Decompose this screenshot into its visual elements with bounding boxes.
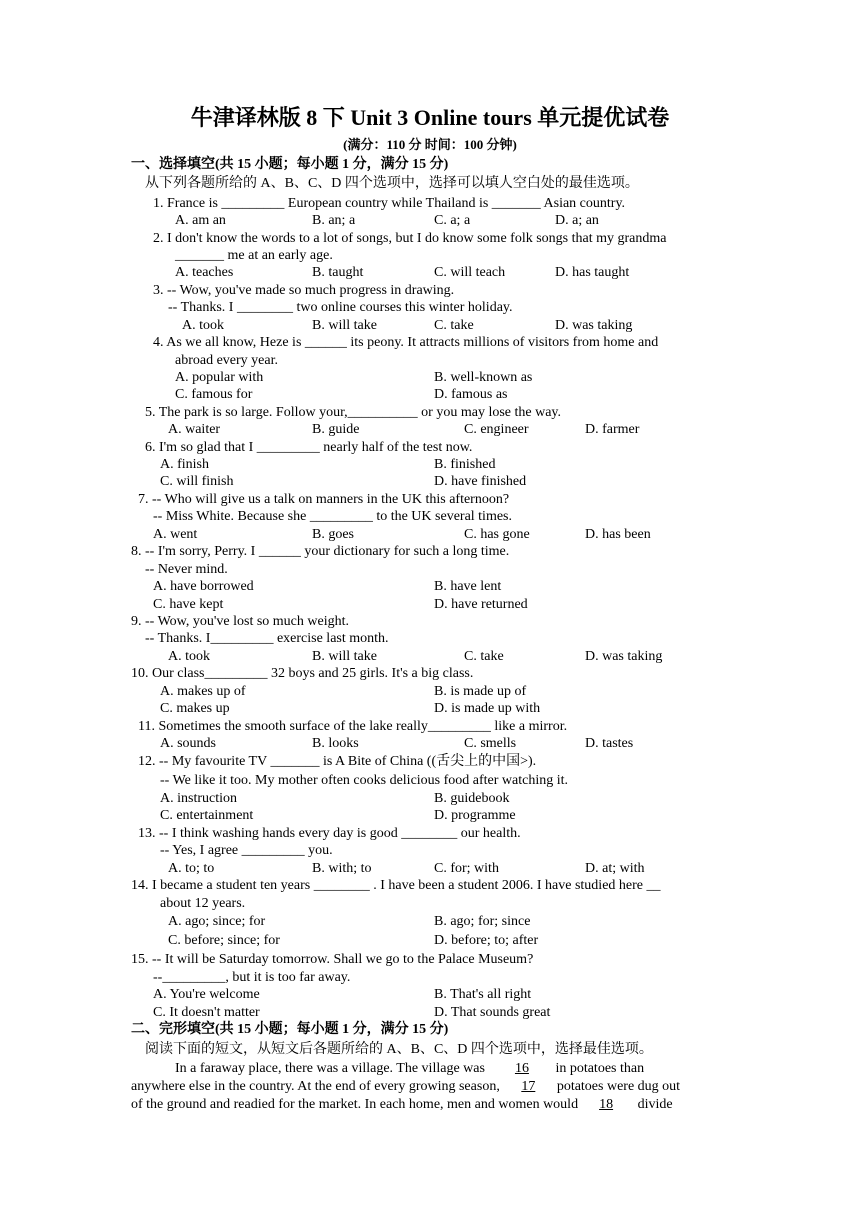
passage-line-2 (131, 1078, 680, 1095)
section2-instruction: 阅读下面的短文，从短文后各题所给的 A、B、C、D 四个选项中，选择最佳选项。 (145, 1042, 653, 1057)
q5-option-b: B. guide (312, 422, 360, 437)
q14-stem-cont: about 12 years. (160, 896, 246, 911)
q1-option-a: A. am an (175, 213, 226, 228)
q12-option-c: C. entertainment (160, 808, 254, 823)
q6-option-d: D. have finished (434, 474, 527, 489)
q5-option-a: A. waiter (168, 422, 221, 437)
q14-option-a: A. ago; since; for (168, 914, 266, 929)
page-subtitle: (满分：110 分 时间：100 分钟) (343, 137, 517, 152)
q10-option-d: D. is made up with (434, 701, 541, 716)
q14-option-d: D. before; to; after (434, 933, 539, 948)
passage-text: anywhere else in the country. At the end of every growing season, (131, 1079, 500, 1094)
q9-stem: 9. -- Wow, you've lost so much weight. (131, 614, 349, 629)
q3-option-d: D. was taking (555, 318, 633, 333)
q4-option-d: D. famous as (434, 387, 508, 402)
section1-instruction: 从下列各题所给的 A、B、C、D 四个选项中，选择可以填人空白处的最佳选项。 (145, 176, 639, 191)
q8-option-c: C. have kept (153, 597, 224, 612)
q13-option-c: C. for; with (434, 861, 499, 876)
q2-option-a: A. teaches (175, 265, 234, 280)
q2-option-b: B. taught (312, 265, 364, 280)
q10-option-a: A. makes up of (160, 684, 246, 699)
q12-stem: 12. -- My favourite TV _______ is A Bite of China ((舌尖上的中国>). (138, 754, 537, 769)
q3-option-b: B. will take (312, 318, 377, 333)
q12-option-b: B. guidebook (434, 791, 510, 806)
q3-option-c: C. take (434, 318, 474, 333)
q2-stem-cont: _______ me at an early age. (175, 248, 333, 263)
q7-option-c: C. has gone (464, 527, 530, 542)
q4-option-a: A. popular with (175, 370, 264, 385)
q12-option-a: A. instruction (160, 791, 237, 806)
passage-text: divide (637, 1097, 673, 1112)
q3-option-a: A. took (182, 318, 224, 333)
blank-17: 17 (521, 1079, 536, 1094)
q1-option-c: C. a; a (434, 213, 471, 228)
q5-option-c: C. engineer (464, 422, 529, 437)
q14-option-b: B. ago; for; since (434, 914, 531, 929)
q8-option-b: B. have lent (434, 579, 502, 594)
q13-option-b: B. with; to (312, 861, 372, 876)
q6-option-b: B. finished (434, 457, 496, 472)
q4-option-b: B. well-known as (434, 370, 533, 385)
q14-option-c: C. before; since; for (168, 933, 280, 948)
q3-stem: 3. -- Wow, you've made so much progress in drawing. (153, 283, 455, 298)
q7-option-b: B. goes (312, 527, 354, 542)
q13-option-a: A. to; to (168, 861, 215, 876)
q3-stem-cont: -- Thanks. I ________ two online courses this winter holiday. (168, 300, 513, 315)
q13-option-d: D. at; with (585, 861, 645, 876)
q2-option-d: D. has taught (555, 265, 630, 280)
q13-stem: 13. -- I think washing hands every day is good ________ our health. (138, 826, 521, 841)
q15-option-b: B. That's all right (434, 987, 532, 1002)
q15-option-c: C. It doesn't matter (153, 1005, 260, 1020)
q12-stem-cont: -- We like it too. My mother often cooks delicious food after watching it. (160, 773, 569, 788)
q10-option-c: C. makes up (160, 701, 230, 716)
q14-stem: 14. I became a student ten years ________ . I have been a student 2006. I have studied here __ (131, 878, 661, 893)
passage-text: potatoes were dug out (556, 1079, 681, 1094)
q12-option-d: D. programme (434, 808, 516, 823)
passage-text: In a faraway place, there was a village. The village was (175, 1061, 485, 1076)
blank-16: 16 (514, 1061, 529, 1076)
q2-stem: 2. I don't know the words to a lot of songs, but I do know some folk songs that my grandma (153, 231, 667, 246)
q9-stem-cont: -- Thanks. I_________ exercise last month. (145, 631, 389, 646)
q8-stem-cont: -- Never mind. (145, 562, 228, 577)
q1-option-d: D. a; an (555, 213, 599, 228)
passage-line-3 (131, 1096, 673, 1113)
q7-option-d: D. has been (585, 527, 651, 542)
section1-heading: 一、选择填空(共 15 小题；每小题 1 分，满分 15 分) (131, 157, 449, 172)
q11-stem: 11. Sometimes the smooth surface of the lake really_________ like a mirror. (138, 719, 568, 734)
q4-stem-cont: abroad every year. (175, 353, 278, 368)
q13-stem-cont: -- Yes, I agree _________ you. (160, 843, 333, 858)
q9-option-b: B. will take (312, 649, 377, 664)
q15-option-d: D. That sounds great (434, 1005, 551, 1020)
q2-option-c: C. will teach (434, 265, 506, 280)
q6-option-a: A. finish (160, 457, 209, 472)
q8-option-a: A. have borrowed (153, 579, 254, 594)
q4-stem: 4. As we all know, Heze is ______ its peony. It attracts millions of visitors from home and (153, 335, 659, 350)
page-title: 牛津译林版 8 下 Unit 3 Online tours 单元提优试卷 (190, 105, 670, 130)
passage-text: in potatoes than (555, 1061, 645, 1076)
q1-option-b: B. an; a (312, 213, 356, 228)
q7-stem: 7. -- Who will give us a talk on manners in the UK this afternoon? (138, 492, 510, 507)
q10-option-b: B. is made up of (434, 684, 527, 699)
q9-option-a: A. took (168, 649, 210, 664)
q7-stem-cont: -- Miss White. Because she _________ to the UK several times. (153, 509, 513, 524)
q7-option-a: A. went (153, 527, 198, 542)
q11-option-c: C. smells (464, 736, 517, 751)
q11-option-d: D. tastes (585, 736, 634, 751)
blank-18: 18 (599, 1097, 614, 1112)
q11-option-b: B. looks (312, 736, 359, 751)
q9-option-c: C. take (464, 649, 504, 664)
q9-option-d: D. was taking (585, 649, 663, 664)
q5-stem: 5. The park is so large. Follow your,__________ or you may lose the way. (145, 405, 562, 420)
q6-stem: 6. I'm so glad that I _________ nearly half of the test now. (145, 440, 473, 455)
q8-stem: 8. -- I'm sorry, Perry. I ______ your dictionary for such a long time. (131, 544, 510, 559)
section2-heading: 二、完形填空(共 15 小题；每小题 1 分，满分 15 分) (131, 1022, 449, 1037)
passage-line-1 (175, 1060, 644, 1077)
q11-option-a: A. sounds (160, 736, 217, 751)
passage-text: of the ground and readied for the market. In each home, men and women would (131, 1097, 579, 1112)
q6-option-c: C. will finish (160, 474, 234, 489)
q8-option-d: D. have returned (434, 597, 528, 612)
q15-option-a: A. You're welcome (153, 987, 260, 1002)
q5-option-d: D. farmer (585, 422, 640, 437)
q10-stem: 10. Our class_________ 32 boys and 25 girls. It's a big class. (131, 666, 474, 681)
q1-stem: 1. France is _________ European country while Thailand is _______ Asian country. (153, 196, 626, 211)
q15-stem-cont: --_________, but it is too far away. (153, 970, 351, 985)
q4-option-c: C. famous for (175, 387, 253, 402)
q15-stem: 15. -- It will be Saturday tomorrow. Shall we go to the Palace Museum? (131, 952, 534, 967)
